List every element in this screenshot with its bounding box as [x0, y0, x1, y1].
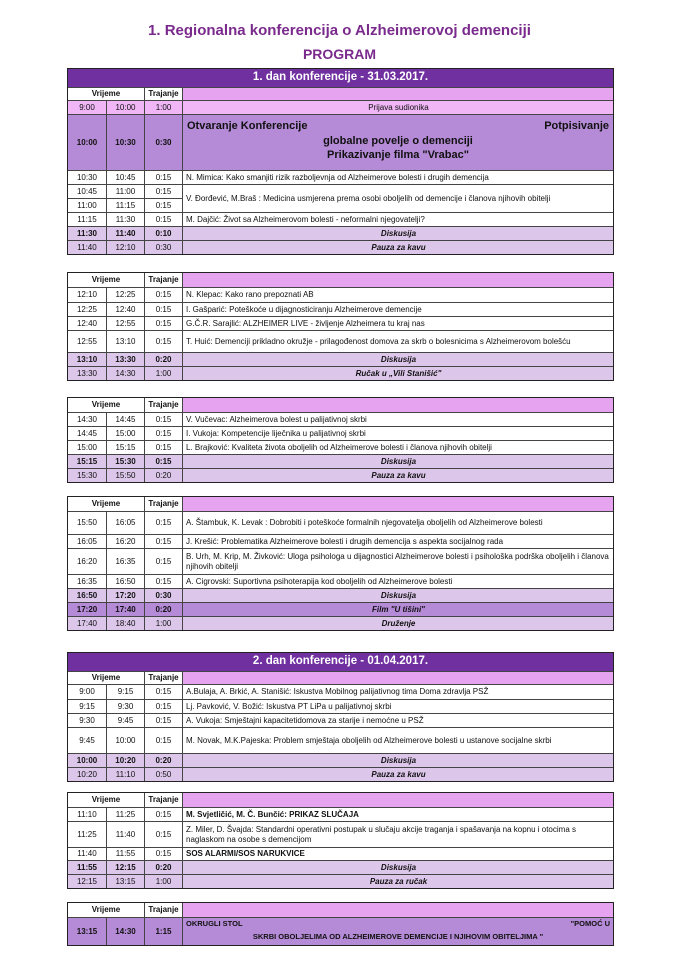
end-time: 11:25	[106, 808, 144, 821]
social-row	[68, 616, 613, 630]
duration-header: Trajanje	[144, 793, 182, 807]
start-time: 11:25	[77, 829, 97, 839]
start-time: 9:15	[79, 701, 95, 711]
duration: 0:15	[144, 822, 182, 847]
time-header: Vrijeme	[68, 398, 144, 412]
schedule-row	[68, 534, 613, 548]
start-time: 11:55	[68, 861, 106, 874]
duration-header: Trajanje	[144, 88, 182, 100]
schedule-row	[68, 821, 613, 847]
page-title: 1. Regionalna konferencija o Alzheimerovoj demenciji	[148, 22, 531, 39]
round-table-topic: SKRBI OBOLJELIMA OD ALZHEIMEROVE DEMENCIJE I NJIHOVIM OBITELJIMA "	[252, 931, 544, 941]
duration: 0:15	[144, 288, 182, 302]
session-title: M. Dajčić: Život sa Alzheimerovom bolesti - neformalni njegovatelji?	[182, 213, 613, 226]
header-fill	[182, 88, 613, 100]
discussion-row	[68, 588, 613, 602]
time-header: Vrijeme	[68, 903, 144, 917]
start-time: 11:00	[77, 200, 97, 210]
session-title: N. Mimica: Kako smanjiti rizik razboljevnja od Alzheimerove bolesti i drugih demencija	[182, 171, 613, 184]
end-time: 11:40	[106, 822, 144, 847]
duration: 0:15	[144, 331, 182, 352]
end-time: 11:40	[106, 227, 144, 240]
session-title: I. Vukoja: Kompetencije liječnika u palijativnoj skrbi	[182, 427, 613, 440]
discussion-row	[68, 454, 613, 468]
session-title: A.Bulaja, A. Brkić, A. Stanišić: Iskustva Mobilnog palijativnog tima Doma zdravlja PSŽ	[182, 685, 613, 699]
session-title: Diskusija	[182, 861, 613, 874]
round-table-label: OKRUGLI STOL	[186, 919, 243, 928]
start-time: 15:15	[68, 455, 106, 468]
end-time: 15:50	[106, 469, 144, 482]
end-time: 10:45	[106, 171, 144, 184]
session-title: A. Štambuk, K. Levak : Dobrobiti i poteškoće formalnih njegovatelja oboljelih od Alzheimerove bolesti	[182, 512, 613, 534]
session-title: Druženje	[182, 617, 613, 630]
round-table-topic-start: "POMOĆ U	[570, 919, 610, 928]
end-time: 9:30	[106, 700, 144, 713]
end-time: 11:10	[106, 768, 144, 781]
start-time: 10:00	[68, 754, 106, 767]
duration: 0:20	[144, 353, 182, 366]
start-time: 12:40	[76, 318, 98, 328]
duration: 0:15	[144, 199, 182, 212]
end-time: 11:00	[106, 185, 144, 198]
duration: 0:15	[144, 535, 182, 548]
end-time: 9:15	[106, 685, 144, 699]
day1-block-1	[67, 68, 614, 255]
session-title: T. Huić: Demenciji prikladno okružje - prilagođenost domova za skrb o bolesnicima s Alzheimerovom bolešću	[182, 331, 613, 352]
session-title: J. Krešić: Problematika Alzheimerove bolesti i drugih demencija s aspekta socijalnog rada	[182, 535, 613, 548]
lunch-row	[68, 366, 613, 380]
end-time: 15:00	[106, 427, 144, 440]
discussion-row	[68, 226, 613, 240]
end-time: 12:55	[106, 317, 144, 330]
start-time: 9:45	[79, 735, 95, 745]
duration-header: Trajanje	[144, 903, 182, 917]
start-time: 14:45	[76, 428, 98, 438]
duration: 0:15	[144, 700, 182, 713]
schedule-row	[68, 330, 613, 352]
duration: 0:10	[144, 227, 182, 240]
end-time: 14:45	[106, 413, 144, 426]
start-time: 16:20	[76, 556, 98, 566]
duration: 1:00	[144, 617, 182, 630]
session-title: A. Vukoja: Smještajni kapacitetidomova za starije i nemoćne u PSŽ	[182, 714, 613, 727]
start-time: 11:30	[68, 227, 106, 240]
duration: 0:15	[144, 317, 182, 330]
session-title: L. Brajković: Kvaliteta života oboljelih od Alzheimerove bolesti i članova njihovih obitelji	[182, 441, 613, 454]
duration: 0:15	[144, 714, 182, 727]
break-row	[68, 468, 613, 482]
start-time: 10:00	[68, 115, 106, 170]
session-title: Lj. Pavković, V. Božić: Iskustva PT LiPa u palijativnoj skrbi	[182, 700, 613, 713]
start-time: 9:00	[79, 687, 95, 697]
film-label: Prikazivanje filma "Vrabac"	[327, 149, 469, 162]
schedule-row	[68, 807, 613, 821]
session-title: Pauza za kavu	[182, 768, 613, 781]
start-time: 16:35	[76, 576, 98, 586]
session-title: Diskusija	[182, 227, 613, 240]
day2-block-2	[67, 792, 614, 889]
schedule-row	[68, 440, 613, 454]
session-title: V. Vučevac: Alzheimerova bolest u palijativnoj skrbi	[182, 413, 613, 426]
session-title: Pauza za kavu	[182, 469, 613, 482]
schedule-row	[68, 548, 613, 574]
schedule-row	[68, 574, 613, 588]
session-title: Diskusija	[182, 589, 613, 602]
start-time: 10:45	[76, 186, 98, 196]
schedule-row	[68, 170, 613, 184]
end-time: 14:30	[106, 367, 144, 380]
start-time: 12:10	[76, 290, 98, 300]
duration: 1:00	[144, 101, 182, 114]
session-title: B. Urh, M. Krip, M. Živković: Uloga psihologa u dijagnostici Alzheimerove bolesti i psihološka podrška oboljelih i članova njihovih obitelji	[182, 549, 613, 574]
start-time: 13:15	[68, 918, 106, 945]
schedule-row	[68, 727, 613, 753]
end-time: 9:45	[106, 714, 144, 727]
duration: 0:20	[144, 754, 182, 767]
duration: 0:15	[144, 455, 182, 468]
duration-header: Trajanje	[144, 497, 182, 511]
schedule-row	[68, 713, 613, 727]
schedule-row	[68, 684, 613, 699]
duration: 0:15	[144, 685, 182, 699]
duration: 0:15	[144, 171, 182, 184]
schedule-row	[68, 184, 613, 212]
start-time: 15:00	[76, 442, 98, 452]
start-time: 11:40	[77, 849, 97, 859]
day1-block-2	[67, 272, 614, 381]
session-title: M. Novak, M.K.Pajeska: Problem smještaja oboljelih od Alzheimerove bolesti u ustanove socijalne skrbi	[182, 728, 613, 753]
start-time: 16:05	[76, 536, 98, 546]
session-title: N. Klepac: Kako rano prepoznati AB	[182, 288, 613, 302]
schedule-row	[68, 426, 613, 440]
end-time: 15:15	[106, 441, 144, 454]
session-title: Diskusija	[182, 353, 613, 366]
start-time: 13:30	[68, 367, 106, 380]
session-title: Diskusija	[182, 455, 613, 468]
duration-header: Trajanje	[144, 398, 182, 412]
session-title: Pauza za kavu	[182, 241, 613, 254]
end-time: 16:35	[106, 549, 144, 574]
header-fill	[182, 793, 613, 807]
time-header: Vrijeme	[68, 793, 144, 807]
end-time: 17:20	[106, 589, 144, 602]
end-time: 13:10	[106, 331, 144, 352]
duration: 0:15	[144, 413, 182, 426]
end-time: 14:30	[106, 918, 144, 945]
end-time: 13:30	[106, 353, 144, 366]
round-table-row	[68, 917, 613, 945]
duration-header: Trajanje	[144, 672, 182, 684]
duration: 0:20	[144, 469, 182, 482]
duration: 0:15	[144, 808, 182, 821]
start-time: 15:30	[68, 469, 106, 482]
schedule-row	[68, 412, 613, 426]
duration: 0:15	[144, 549, 182, 574]
session-title: Z. Miler, D. Švajda: Standardni operativni postupak u slučaju akcije traganja i spašavanja na kopnu i otocima s naglaskom na osobe s demencijom	[182, 822, 613, 847]
day2-banner: 2. dan konferencije - 01.04.2017.	[68, 653, 613, 671]
duration: 0:30	[144, 589, 182, 602]
session-title: M. Svjetličić, M. Č. Bunčić: PRIKAZ SLUČAJA	[182, 808, 613, 821]
end-time: 10:00	[106, 101, 144, 114]
schedule-row	[68, 699, 613, 713]
end-time: 11:55	[106, 848, 144, 860]
duration: 0:20	[144, 861, 182, 874]
end-time: 17:40	[106, 603, 144, 616]
discussion-row	[68, 352, 613, 366]
header-fill	[182, 398, 613, 412]
duration: 0:50	[144, 768, 182, 781]
time-header: Vrijeme	[68, 497, 144, 511]
start-time: 11:40	[68, 241, 106, 254]
end-time: 16:50	[106, 575, 144, 588]
session-title: Film "U tišini"	[182, 603, 613, 616]
header-fill	[182, 903, 613, 917]
start-time: 15:50	[76, 518, 98, 528]
film-row	[68, 602, 613, 616]
start-time: 9:30	[79, 715, 95, 725]
start-time: 17:40	[68, 617, 106, 630]
end-time: 12:10	[106, 241, 144, 254]
round-table-session	[182, 918, 613, 945]
start-time: 9:00	[68, 101, 106, 114]
duration: 0:20	[144, 603, 182, 616]
duration: 1:00	[144, 875, 182, 888]
start-time: 17:20	[68, 603, 106, 616]
day1-banner: 1. dan konferencije - 31.03.2017.	[68, 69, 613, 87]
duration: 0:30	[144, 241, 182, 254]
session-title: Diskusija	[182, 754, 613, 767]
end-time: 11:30	[106, 213, 144, 226]
opening-session	[182, 115, 613, 170]
end-time: 13:15	[106, 875, 144, 888]
duration: 0:15	[144, 427, 182, 440]
schedule-row	[68, 511, 613, 534]
page-subtitle: PROGRAM	[302, 46, 377, 62]
end-time: 11:15	[106, 199, 144, 212]
discussion-row	[68, 753, 613, 767]
start-time: 10:20	[68, 768, 106, 781]
start-time: 12:25	[76, 304, 98, 314]
duration: 0:15	[144, 185, 182, 198]
duration: 0:15	[144, 441, 182, 454]
session-title: I. Gašparić: Poteškoće u dijagnosticiranju Alzheimerove demencije	[182, 303, 613, 316]
schedule-row	[68, 212, 613, 226]
day1-block-3	[67, 397, 614, 483]
duration: 0:15	[144, 575, 182, 588]
start-time: 16:50	[68, 589, 106, 602]
start-time: 10:30	[76, 172, 98, 182]
header-fill	[182, 497, 613, 511]
end-time: 10:30	[106, 115, 144, 170]
charter-label: globalne povelje o demenciji	[323, 134, 473, 147]
schedule-row	[68, 302, 613, 316]
duration: 1:00	[144, 367, 182, 380]
schedule-row	[68, 100, 613, 114]
day2-block-1	[67, 652, 614, 782]
start-time: 14:30	[76, 414, 98, 424]
duration: 0:15	[144, 512, 182, 534]
break-row	[68, 767, 613, 781]
end-time: 18:40	[106, 617, 144, 630]
lunch-row	[68, 874, 613, 888]
opening-label: Otvaranje Konferencije	[187, 120, 308, 132]
duration: 0:15	[144, 303, 182, 316]
schedule-row	[68, 316, 613, 330]
duration-header: Trajanje	[144, 273, 182, 287]
end-time: 10:00	[106, 728, 144, 753]
day1-block-4	[67, 496, 614, 631]
session-title: A. Cigrovski: Suportivna psihoterapija kod oboljelih od Alzheimerove bolesti	[182, 575, 613, 588]
end-time: 15:30	[106, 455, 144, 468]
signing-label: Potpisivanje	[544, 120, 609, 132]
session-title: G.Č.R. Sarajlić: ALZHEIMER LIVE - življenje Alzheimera tu kraj nas	[182, 317, 613, 330]
session-title: Ručak u „Vili Stanišić"	[182, 367, 613, 380]
time-header: Vrijeme	[68, 672, 144, 684]
session-title: Prijava sudionika	[182, 101, 613, 114]
break-row	[68, 240, 613, 254]
end-time: 16:05	[106, 512, 144, 534]
opening-row	[68, 114, 613, 170]
start-time: 13:10	[68, 353, 106, 366]
start-time: 11:15	[77, 214, 97, 224]
start-time: 12:15	[68, 875, 106, 888]
day2-block-3	[67, 902, 614, 946]
session-title: V. Đorđević, M.Braš : Medicina usmjerena prema osobi oboljelih od demencije i članova njihovih obitelji	[182, 185, 613, 212]
start-time: 12:55	[76, 336, 98, 346]
end-time: 12:40	[106, 303, 144, 316]
end-time: 12:25	[106, 288, 144, 302]
duration: 0:15	[144, 213, 182, 226]
duration: 0:15	[144, 848, 182, 860]
time-header: Vrijeme	[68, 273, 144, 287]
end-time: 12:15	[106, 861, 144, 874]
start-time: 11:10	[77, 809, 97, 819]
session-title: SOS ALARMI/SOS NARUKVICE	[182, 848, 613, 860]
schedule-row	[68, 847, 613, 860]
header-fill	[182, 672, 613, 684]
discussion-row	[68, 860, 613, 874]
session-title: Pauza za ručak	[182, 875, 613, 888]
duration: 0:15	[144, 728, 182, 753]
end-time: 10:20	[106, 754, 144, 767]
time-header: Vrijeme	[68, 88, 144, 100]
end-time: 16:20	[106, 535, 144, 548]
schedule-row	[68, 287, 613, 302]
header-fill	[182, 273, 613, 287]
duration: 1:15	[144, 918, 182, 945]
duration: 0:30	[144, 115, 182, 170]
